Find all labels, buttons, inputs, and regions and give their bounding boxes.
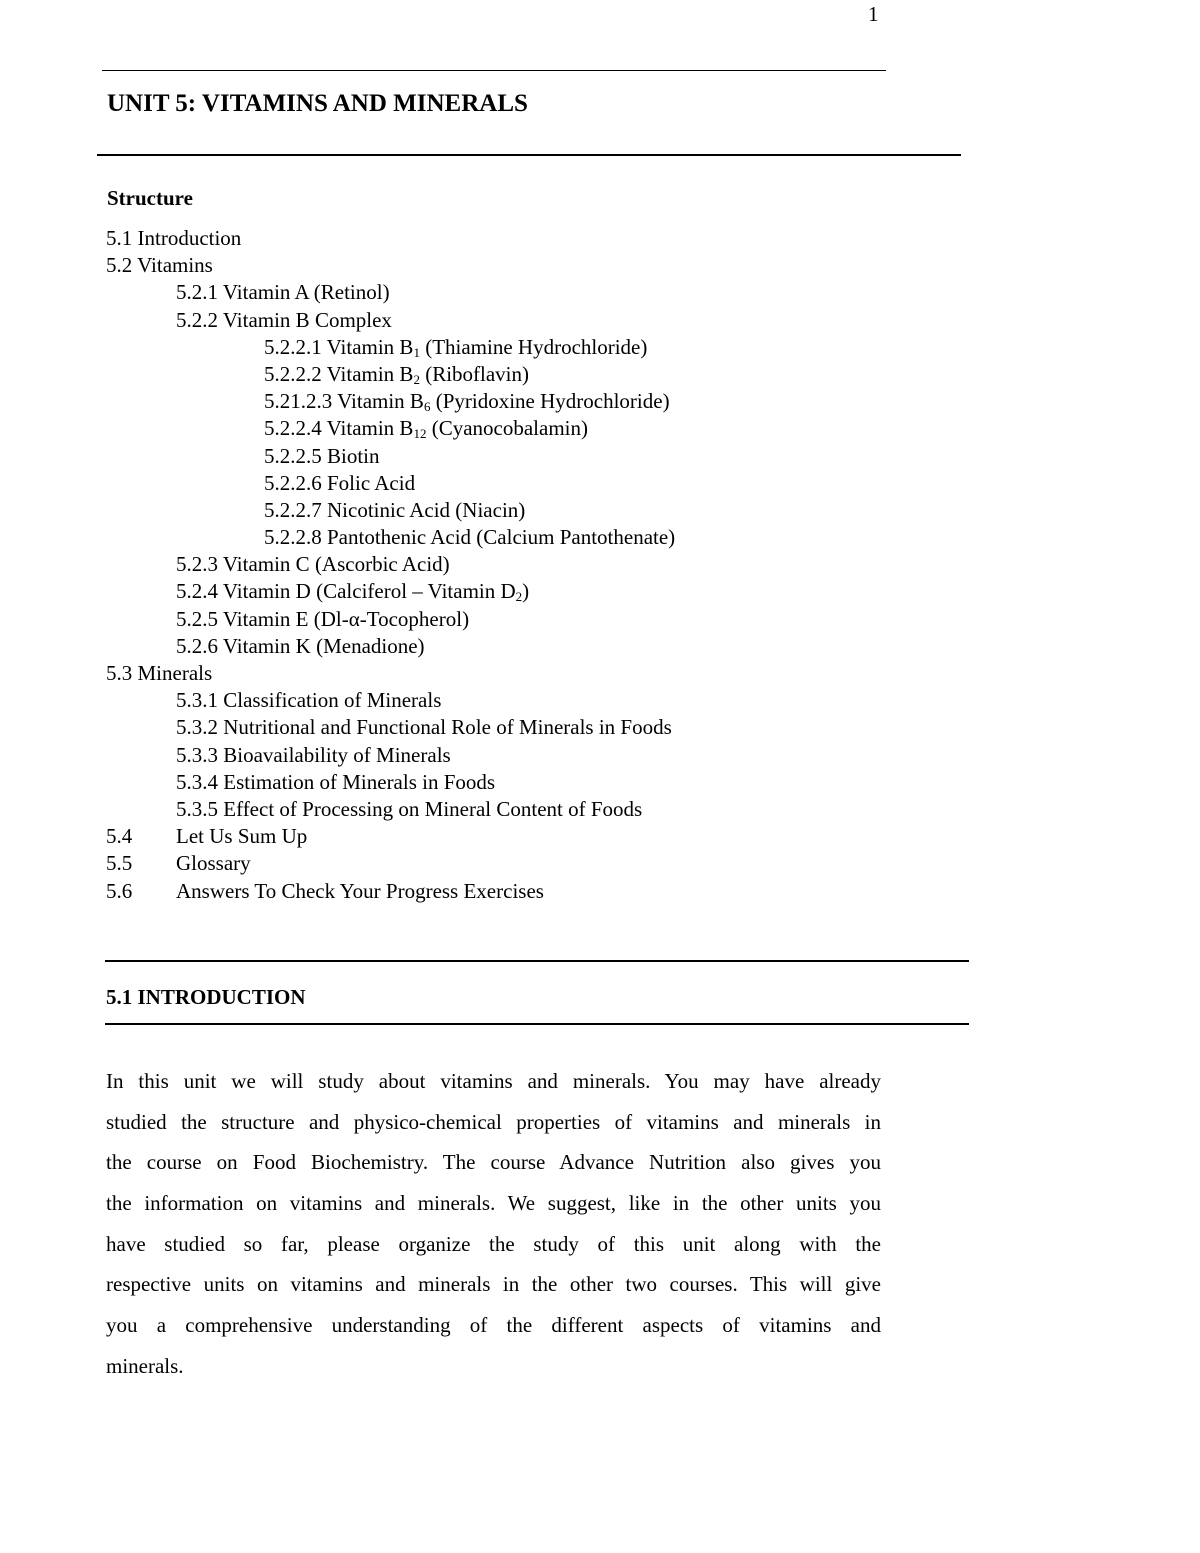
toc-item: 5.2.2.5 Biotin (264, 443, 380, 468)
subscript: 2 (515, 589, 523, 605)
toc-item: 5.2.2.7 Nicotinic Acid (Niacin) (264, 497, 526, 522)
toc-item-text: 5.21.2.3 Vitamin B (264, 389, 424, 414)
toc-item: 5.1 Introduction (106, 226, 242, 250)
section-top-rule (105, 960, 969, 962)
toc-item-text: ) (522, 579, 530, 604)
toc-item-text: Answers To Check Your Progress Exercises (176, 878, 544, 903)
toc-item-number: 5.4 (106, 824, 133, 849)
paragraph-line: respective units on vitamins and minerals in the other two courses. This will give (106, 1272, 881, 1297)
paragraph-line: the information on vitamins and minerals. We suggest, like in the other units you (106, 1191, 881, 1216)
toc-item (106, 334, 675, 361)
toc-item (106, 878, 675, 905)
paragraph-line: have studied so far, please organize the study of this unit along with the (106, 1231, 881, 1256)
subscript: 12 (413, 426, 427, 442)
toc-item-text: (Thiamine Hydrochloride) (419, 334, 648, 359)
toc-item-text: 5.2.4 Vitamin D (Calciferol – Vitamin D (176, 579, 516, 604)
structure-heading: Structure (107, 186, 193, 210)
toc-item-text: (Cyanocobalamin) (426, 416, 588, 441)
page-number: 1 (868, 2, 879, 26)
toc-item-text: Let Us Sum Up (176, 824, 308, 849)
toc-item: 5.2.1 Vitamin A (Retinol) (176, 280, 390, 305)
toc-item: 5.2.2 Vitamin B Complex (176, 307, 392, 332)
toc-item-text: 5.2.2.4 Vitamin B (264, 416, 414, 441)
toc-item: 5.3.1 Classification of Minerals (176, 688, 442, 713)
toc-item-text: Glossary (176, 851, 251, 876)
toc-item: 5.2.6 Vitamin K (Menadione) (176, 633, 425, 658)
paragraph-line: studied the structure and physico-chemical properties of vitamins and minerals in (106, 1109, 881, 1134)
paragraph-line: you a comprehensive understanding of the different aspects of vitamins and (106, 1313, 881, 1338)
toc-item: 5.2.2.8 Pantothenic Acid (Calcium Pantothenate) (264, 525, 676, 550)
toc-item: 5.2.3 Vitamin C (Ascorbic Acid) (176, 552, 450, 577)
top-rule (102, 70, 886, 71)
table-of-contents (106, 225, 675, 905)
toc-item: 5.2 Vitamins (106, 253, 213, 278)
toc-item-text: (Pyridoxine Hydrochloride) (430, 389, 670, 414)
toc-item-text: 5.2.2.1 Vitamin B (264, 334, 414, 359)
toc-item (106, 850, 675, 877)
toc-item-text: 5.2.2.2 Vitamin B (264, 361, 414, 386)
toc-item-number: 5.5 (106, 851, 133, 876)
toc-item (106, 415, 675, 442)
toc-item: 5.3 Minerals (106, 661, 213, 685)
section-bottom-rule (105, 1023, 969, 1025)
toc-item (106, 361, 675, 388)
toc-item (106, 388, 675, 415)
toc-item: 5.3.2 Nutritional and Functional Role of Minerals in Foods (176, 715, 672, 740)
intro-paragraph (106, 1063, 881, 1389)
toc-item: 5.2.2.6 Folic Acid (264, 470, 416, 495)
paragraph-line: In this unit we will study about vitamins and minerals. You may have already (106, 1069, 881, 1093)
paragraph-line: minerals. (106, 1353, 184, 1378)
subscript: 6 (423, 399, 431, 415)
toc-item-number: 5.6 (106, 878, 133, 903)
subscript: 2 (413, 371, 420, 387)
unit-title: UNIT 5: VITAMINS AND MINERALS (107, 90, 528, 117)
toc-item: 5.3.5 Effect of Processing on Mineral Content of Foods (176, 796, 643, 821)
toc-item (106, 578, 675, 605)
toc-item: 5.3.3 Bioavailability of Minerals (176, 742, 451, 767)
toc-item-text: (Riboflavin) (419, 361, 530, 386)
toc-item (106, 823, 675, 850)
subscript: 1 (413, 344, 420, 360)
title-rule (97, 154, 961, 156)
toc-item: 5.3.4 Estimation of Minerals in Foods (176, 769, 496, 794)
section-heading: 5.1 INTRODUCTION (106, 985, 306, 1009)
paragraph-line: the course on Food Biochemistry. The course Advance Nutrition also gives you (106, 1150, 881, 1175)
toc-item: 5.2.5 Vitamin E (Dl-α-Tocopherol) (176, 606, 470, 631)
